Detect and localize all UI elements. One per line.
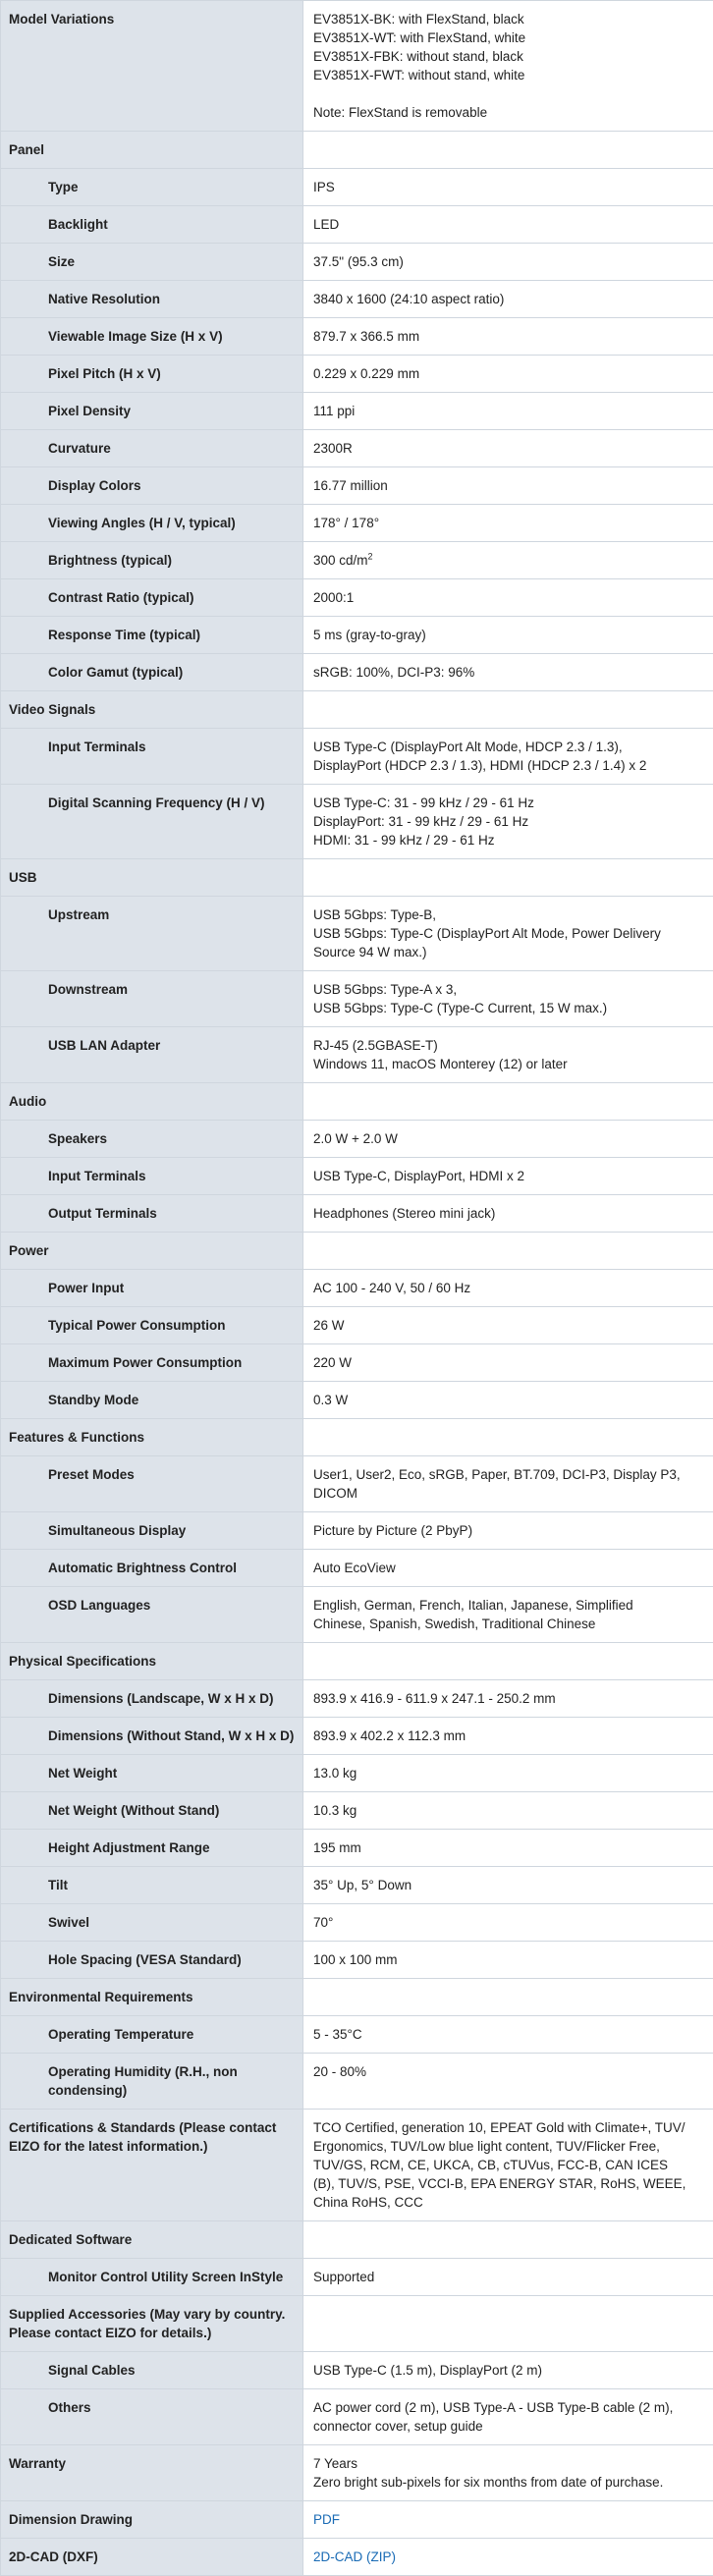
- spec-value-line: 7 Years: [313, 2454, 703, 2473]
- spec-value: [303, 654, 713, 691]
- spec-row: [1, 393, 713, 430]
- spec-row: [1, 1270, 713, 1307]
- spec-label: Type: [1, 169, 303, 206]
- spec-value: [303, 1121, 713, 1158]
- spec-row: [1, 1344, 713, 1382]
- spec-value-line: HDMI: 31 - 99 kHz / 29 - 61 Hz: [313, 831, 703, 850]
- spec-value-line: English, German, French, Italian, Japanese, Simplified: [313, 1596, 703, 1615]
- spec-row: [1, 1942, 713, 1979]
- spec-label: Monitor Control Utility Screen InStyle: [1, 2259, 303, 2296]
- spec-value: [303, 1158, 713, 1195]
- spec-value: [303, 2389, 713, 2445]
- spec-section-row: [1, 691, 713, 729]
- spec-value-line: connector cover, setup guide: [313, 2417, 703, 2436]
- spec-value-line: 195 mm: [313, 1838, 703, 1857]
- section-heading: Model Variations: [1, 1, 303, 132]
- spec-value-line: Picture by Picture (2 PbyP): [313, 1521, 703, 1540]
- spec-value-line: 178° / 178°: [313, 514, 703, 532]
- spec-row: [1, 356, 713, 393]
- spec-value: [303, 393, 713, 430]
- spec-label: Height Adjustment Range: [1, 1830, 303, 1867]
- spec-value: [303, 2221, 713, 2259]
- spec-value-line: Chinese, Spanish, Swedish, Traditional Chinese: [313, 1615, 703, 1633]
- spec-label: OSD Languages: [1, 1587, 303, 1643]
- spec-row: [1, 1512, 713, 1550]
- spec-row: [1, 430, 713, 467]
- spec-label: Downstream: [1, 971, 303, 1027]
- spec-value-line: USB Type-C, DisplayPort, HDMI x 2: [313, 1167, 703, 1185]
- spec-value-line: USB Type-C (1.5 m), DisplayPort (2 m): [313, 2361, 703, 2380]
- spec-value-line: User1, User2, Eco, sRGB, Paper, BT.709, DCI-P3, Display P3,: [313, 1465, 703, 1484]
- spec-row: [1, 281, 713, 318]
- spec-label: USB LAN Adapter: [1, 1027, 303, 1083]
- spec-value-line: 111 ppi: [313, 402, 703, 420]
- spec-value: [303, 2539, 713, 2576]
- spec-row: [1, 542, 713, 579]
- spec-value-line: TUV/GS, RCM, CE, UKCA, CB, cTUVus, FCC-B, CAN ICES: [313, 2156, 703, 2174]
- spec-label: Signal Cables: [1, 2352, 303, 2389]
- spec-value-line: 0.229 x 0.229 mm: [313, 364, 703, 383]
- spec-label: Backlight: [1, 206, 303, 244]
- spec-value: [303, 691, 713, 729]
- spec-row: [1, 897, 713, 971]
- spec-row: [1, 2352, 713, 2389]
- spec-value: [303, 206, 713, 244]
- spec-row: [1, 1718, 713, 1755]
- spec-value: [303, 1344, 713, 1382]
- spec-value-line: Headphones (Stereo mini jack): [313, 1204, 703, 1223]
- section-heading: Features & Functions: [1, 1419, 303, 1456]
- spec-value: [303, 1550, 713, 1587]
- spec-label: Typical Power Consumption: [1, 1307, 303, 1344]
- spec-label: Net Weight (Without Stand): [1, 1792, 303, 1830]
- spec-value: [303, 971, 713, 1027]
- spec-value-line: 20 - 80%: [313, 2062, 703, 2081]
- spec-value-line: 893.9 x 416.9 - 611.9 x 247.1 - 250.2 mm: [313, 1689, 703, 1708]
- spec-label: Operating Temperature: [1, 2016, 303, 2054]
- spec-value: [303, 2296, 713, 2352]
- spec-row: [1, 617, 713, 654]
- spec-label: Simultaneous Display: [1, 1512, 303, 1550]
- spec-value: [303, 897, 713, 971]
- spec-value: [303, 1643, 713, 1680]
- spec-value-line: RJ-45 (2.5GBASE-T): [313, 1036, 703, 1055]
- spec-label: Response Time (typical): [1, 617, 303, 654]
- spec-value-line: 893.9 x 402.2 x 112.3 mm: [313, 1726, 703, 1745]
- section-heading: Supplied Accessories (May vary by country. Please contact EIZO for details.): [1, 2296, 303, 2352]
- spec-value-line: 100 x 100 mm: [313, 1950, 703, 1969]
- spec-label: Contrast Ratio (typical): [1, 579, 303, 617]
- spec-value-line: Source 94 W max.): [313, 943, 703, 961]
- spec-row: [1, 1867, 713, 1904]
- spec-value-line: 0.3 W: [313, 1391, 703, 1409]
- spec-value-line: DisplayPort (HDCP 2.3 / 1.3), HDMI (HDCP 2.3 / 1.4) x 2: [313, 756, 703, 775]
- spec-value-line: sRGB: 100%, DCI-P3: 96%: [313, 663, 703, 682]
- spec-value: [303, 2016, 713, 2054]
- spec-label: Power Input: [1, 1270, 303, 1307]
- spec-value-line: 879.7 x 366.5 mm: [313, 327, 703, 346]
- spec-row: [1, 318, 713, 356]
- spec-label: Digital Scanning Frequency (H / V): [1, 785, 303, 859]
- spec-value: [303, 785, 713, 859]
- spec-value: [303, 1904, 713, 1942]
- spec-row: [1, 1027, 713, 1083]
- spec-value-line: AC power cord (2 m), USB Type-A - USB Type-B cable (2 m),: [313, 2398, 703, 2417]
- spec-row: [1, 1680, 713, 1718]
- spec-value-line: 35° Up, 5° Down: [313, 1876, 703, 1894]
- spec-value: [303, 1083, 713, 1121]
- section-heading: Dimension Drawing: [1, 2501, 303, 2539]
- spec-value: [303, 2259, 713, 2296]
- spec-label: Net Weight: [1, 1755, 303, 1792]
- spec-value: [303, 1456, 713, 1512]
- spec-label: Hole Spacing (VESA Standard): [1, 1942, 303, 1979]
- spec-value: [303, 1512, 713, 1550]
- spec-section-row: [1, 1083, 713, 1121]
- spec-value-line: (B), TUV/S, PSE, VCCI-B, EPA ENERGY STAR, RoHS, WEEE,: [313, 2174, 703, 2193]
- spec-value: [303, 1755, 713, 1792]
- spec-value-line: EV3851X-FBK: without stand, black: [313, 47, 703, 66]
- spec-value: [303, 617, 713, 654]
- spec-value-line: IPS: [313, 178, 703, 196]
- spec-row: [1, 729, 713, 785]
- spec-value-line: LED: [313, 215, 703, 234]
- spec-label: Maximum Power Consumption: [1, 1344, 303, 1382]
- spec-value-line: DisplayPort: 31 - 99 kHz / 29 - 61 Hz: [313, 812, 703, 831]
- spec-row: [1, 2016, 713, 2054]
- section-heading: USB: [1, 859, 303, 897]
- spec-section-row: [1, 2445, 713, 2501]
- spec-label: Swivel: [1, 1904, 303, 1942]
- spec-value-line: 2000:1: [313, 588, 703, 607]
- spec-label: Brightness (typical): [1, 542, 303, 579]
- spec-value: [303, 2054, 713, 2110]
- section-heading: Physical Specifications: [1, 1643, 303, 1680]
- spec-value: [303, 2445, 713, 2501]
- spec-value: [303, 729, 713, 785]
- spec-label: Input Terminals: [1, 1158, 303, 1195]
- section-heading: Certifications & Standards (Please contact EIZO for the latest information.): [1, 2110, 303, 2221]
- spec-value: [303, 1867, 713, 1904]
- spec-value: [303, 1792, 713, 1830]
- download-link[interactable]: 2D-CAD (ZIP): [313, 2548, 703, 2566]
- spec-value-line: TCO Certified, generation 10, EPEAT Gold with Climate+, TUV/: [313, 2118, 703, 2137]
- spec-value-line: Supported: [313, 2268, 703, 2286]
- section-heading: Video Signals: [1, 691, 303, 729]
- spec-label: Viewing Angles (H / V, typical): [1, 505, 303, 542]
- spec-label: Operating Humidity (R.H., non condensing): [1, 2054, 303, 2110]
- spec-value-line: USB Type-C (DisplayPort Alt Mode, HDCP 2.3 / 1.3),: [313, 738, 703, 756]
- spec-value: [303, 1270, 713, 1307]
- spec-row: [1, 1456, 713, 1512]
- spec-row: [1, 1121, 713, 1158]
- spec-value-line: Windows 11, macOS Monterey (12) or later: [313, 1055, 703, 1073]
- spec-row: [1, 971, 713, 1027]
- spec-label: Dimensions (Without Stand, W x H x D): [1, 1718, 303, 1755]
- spec-section-row: [1, 1979, 713, 2016]
- spec-row: [1, 1792, 713, 1830]
- section-heading: Warranty: [1, 2445, 303, 2501]
- spec-row: [1, 169, 713, 206]
- spec-row: [1, 505, 713, 542]
- spec-value-line: DICOM: [313, 1484, 703, 1503]
- spec-label: Pixel Pitch (H x V): [1, 356, 303, 393]
- spec-value-line: EV3851X-FWT: without stand, white: [313, 66, 703, 84]
- section-heading: Audio: [1, 1083, 303, 1121]
- spec-row: [1, 2259, 713, 2296]
- spec-value-line: EV3851X-BK: with FlexStand, black: [313, 10, 703, 28]
- spec-value-line: 220 W: [313, 1353, 703, 1372]
- spec-value-line: USB 5Gbps: Type-C (Type-C Current, 15 W max.): [313, 999, 703, 1017]
- spec-value: [303, 1718, 713, 1755]
- section-heading: 2D-CAD (DXF): [1, 2539, 303, 2576]
- download-link[interactable]: PDF: [313, 2510, 703, 2529]
- spec-value-line: 70°: [313, 1913, 703, 1932]
- section-heading: Panel: [1, 132, 303, 169]
- spec-value-line: 37.5" (95.3 cm): [313, 252, 703, 271]
- spec-row: [1, 1307, 713, 1344]
- spec-value-line: 10.3 kg: [313, 1801, 703, 1820]
- spec-value-line: USB Type-C: 31 - 99 kHz / 29 - 61 Hz: [313, 794, 703, 812]
- spec-value: [303, 1382, 713, 1419]
- spec-section-row: [1, 2539, 713, 2576]
- spec-value-line: Zero bright sub-pixels for six months from date of purchase.: [313, 2473, 703, 2492]
- spec-label: Viewable Image Size (H x V): [1, 318, 303, 356]
- spec-value: [303, 467, 713, 505]
- spec-value-line: AC 100 - 240 V, 50 / 60 Hz: [313, 1279, 703, 1297]
- spec-row: [1, 2054, 713, 2110]
- spec-value: [303, 2110, 713, 2221]
- spec-label: Tilt: [1, 1867, 303, 1904]
- spec-value-line: Ergonomics, TUV/Low blue light content, TUV/Flicker Free,: [313, 2137, 703, 2156]
- spec-row: [1, 1904, 713, 1942]
- spec-value-line: 300 cd/m: [313, 553, 368, 568]
- spec-row: [1, 1587, 713, 1643]
- spec-row: [1, 1830, 713, 1867]
- spec-value: [303, 505, 713, 542]
- spec-value: [303, 1979, 713, 2016]
- spec-value: [303, 859, 713, 897]
- spec-row: [1, 579, 713, 617]
- spec-value-line: [313, 84, 703, 103]
- spec-label: Output Terminals: [1, 1195, 303, 1233]
- spec-row: [1, 1195, 713, 1233]
- spec-label: Dimensions (Landscape, W x H x D): [1, 1680, 303, 1718]
- spec-section-row: [1, 2110, 713, 2221]
- spec-row: [1, 1550, 713, 1587]
- spec-section-row: [1, 1, 713, 132]
- spec-value-line: 2.0 W + 2.0 W: [313, 1129, 703, 1148]
- spec-section-row: [1, 859, 713, 897]
- spec-label: Color Gamut (typical): [1, 654, 303, 691]
- spec-value: [303, 356, 713, 393]
- spec-value: [303, 1830, 713, 1867]
- spec-value: [303, 1233, 713, 1270]
- spec-value: [303, 281, 713, 318]
- spec-row: [1, 2389, 713, 2445]
- spec-row: [1, 206, 713, 244]
- spec-value-line: China RoHS, CCC: [313, 2193, 703, 2212]
- section-heading: Dedicated Software: [1, 2221, 303, 2259]
- spec-label: Curvature: [1, 430, 303, 467]
- spec-section-row: [1, 2221, 713, 2259]
- spec-row: [1, 654, 713, 691]
- spec-label: Automatic Brightness Control: [1, 1550, 303, 1587]
- spec-value-line: 5 ms (gray-to-gray): [313, 626, 703, 644]
- spec-section-row: [1, 132, 713, 169]
- spec-label: Display Colors: [1, 467, 303, 505]
- spec-section-row: [1, 1419, 713, 1456]
- spec-value: [303, 2352, 713, 2389]
- spec-row: [1, 1382, 713, 1419]
- spec-table-body: [1, 1, 713, 2576]
- spec-value-line: USB 5Gbps: Type-C (DisplayPort Alt Mode, Power Delivery: [313, 924, 703, 943]
- spec-value-line: Auto EcoView: [313, 1559, 703, 1577]
- spec-value: [303, 318, 713, 356]
- spec-section-row: [1, 1643, 713, 1680]
- spec-row: [1, 1158, 713, 1195]
- spec-label: Upstream: [1, 897, 303, 971]
- spec-value: [303, 1680, 713, 1718]
- spec-section-row: [1, 2501, 713, 2539]
- spec-value-line: 16.77 million: [313, 476, 703, 495]
- spec-value: [303, 1307, 713, 1344]
- spec-section-row: [1, 1233, 713, 1270]
- spec-value-line: 3840 x 1600 (24:10 aspect ratio): [313, 290, 703, 308]
- spec-value-line: 13.0 kg: [313, 1764, 703, 1782]
- unit-superscript: 2: [368, 552, 373, 562]
- spec-label: Speakers: [1, 1121, 303, 1158]
- spec-value-line: EV3851X-WT: with FlexStand, white: [313, 28, 703, 47]
- spec-value: [303, 1587, 713, 1643]
- spec-value: [303, 1942, 713, 1979]
- section-heading: Power: [1, 1233, 303, 1270]
- spec-value: [303, 542, 713, 579]
- spec-value-line: USB 5Gbps: Type-B,: [313, 905, 703, 924]
- spec-label: Standby Mode: [1, 1382, 303, 1419]
- spec-value-line: 2300R: [313, 439, 703, 458]
- spec-value-line: 5 - 35°C: [313, 2025, 703, 2044]
- spec-label: Input Terminals: [1, 729, 303, 785]
- spec-value-line: 26 W: [313, 1316, 703, 1335]
- spec-row: [1, 785, 713, 859]
- spec-label: Others: [1, 2389, 303, 2445]
- spec-row: [1, 467, 713, 505]
- spec-value: [303, 2501, 713, 2539]
- spec-label: Pixel Density: [1, 393, 303, 430]
- spec-label: Native Resolution: [1, 281, 303, 318]
- spec-row: [1, 244, 713, 281]
- spec-label: Preset Modes: [1, 1456, 303, 1512]
- spec-value: [303, 579, 713, 617]
- spec-value: [303, 132, 713, 169]
- section-heading: Environmental Requirements: [1, 1979, 303, 2016]
- spec-value-line: USB 5Gbps: Type-A x 3,: [313, 980, 703, 999]
- spec-value: [303, 1195, 713, 1233]
- spec-value: [303, 1419, 713, 1456]
- spec-label: Size: [1, 244, 303, 281]
- spec-value-line: Note: FlexStand is removable: [313, 103, 703, 122]
- spec-value: [303, 169, 713, 206]
- spec-row: [1, 1755, 713, 1792]
- spec-value: [303, 430, 713, 467]
- spec-section-row: [1, 2296, 713, 2352]
- spec-value: [303, 1, 713, 132]
- spec-value: [303, 244, 713, 281]
- spec-value: [303, 1027, 713, 1083]
